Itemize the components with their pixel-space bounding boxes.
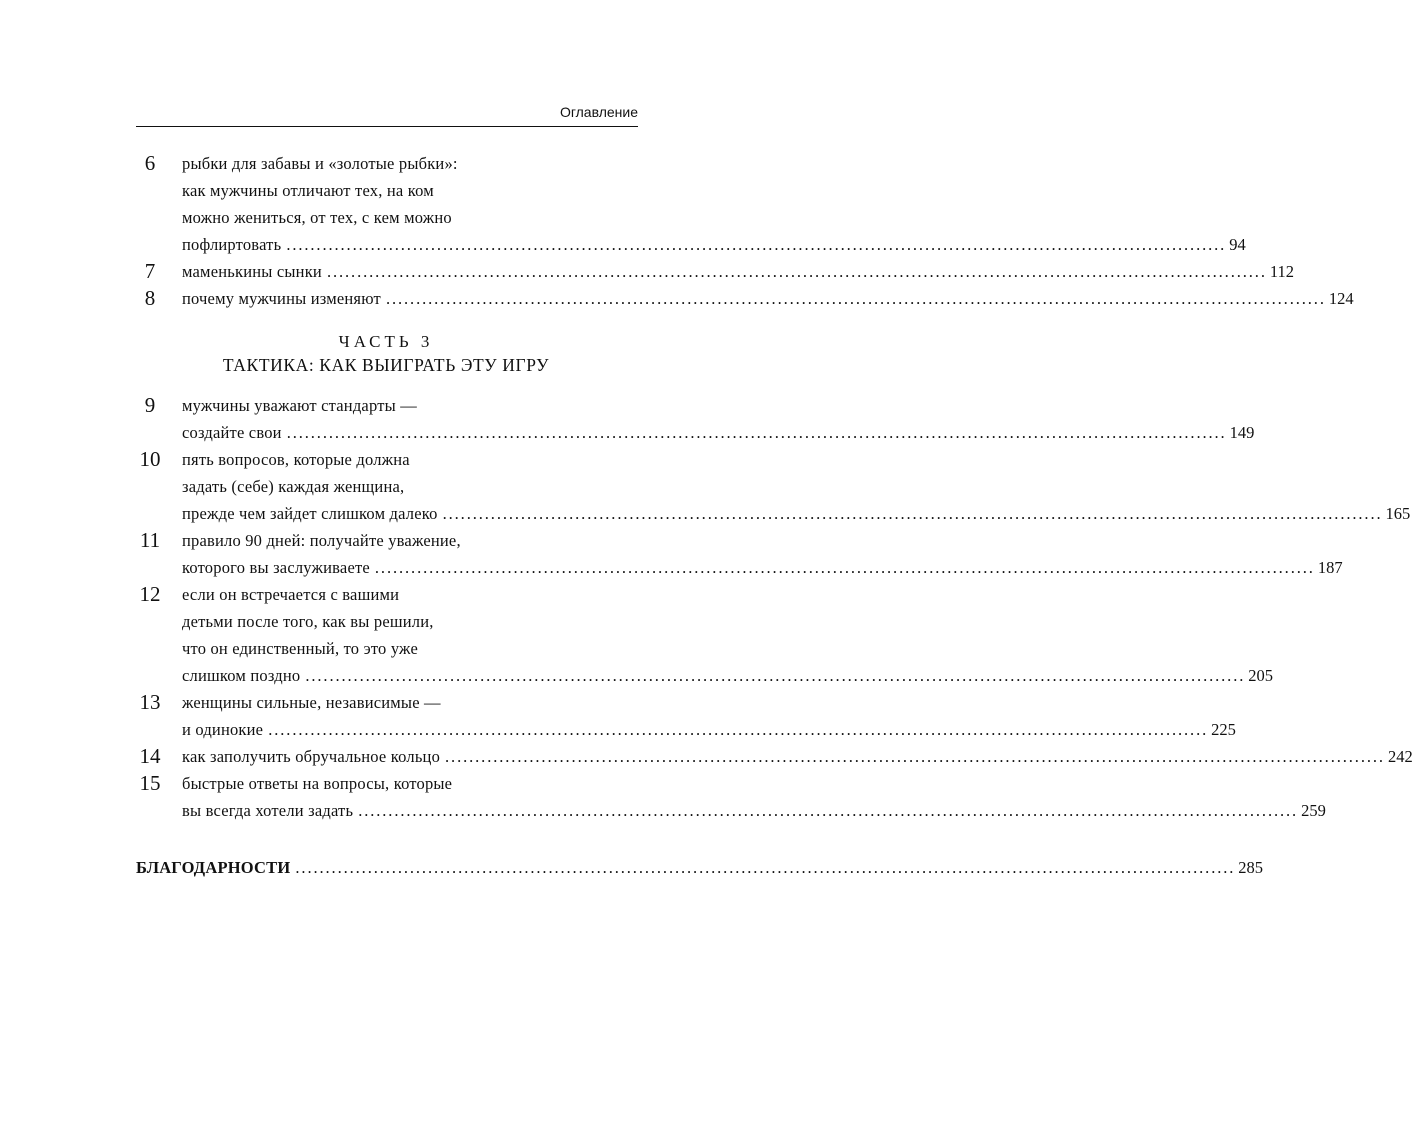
chapter-title-last-line	[182, 554, 1343, 581]
toc-entry-chapter-14[interactable]	[136, 743, 1413, 770]
chapter-title-last-line	[182, 716, 1236, 743]
chapter-number: 15	[139, 771, 161, 795]
page-number: 165	[1385, 504, 1411, 523]
chapter-title-line: прежде чем зайдет слишком далеко	[182, 504, 438, 523]
chapter-title-line: пять вопросов, которые должна	[182, 450, 410, 469]
page-number: 205	[1248, 666, 1274, 685]
chapter-number: 12	[139, 582, 161, 606]
header-title: Оглавление	[559, 104, 638, 120]
page-number: 112	[1269, 262, 1294, 281]
toc-entry-chapter-9[interactable]	[136, 392, 1255, 446]
page-number: 242	[1387, 747, 1413, 766]
chapter-group-part-2	[136, 150, 1354, 312]
dot-leader	[445, 743, 1385, 770]
chapter-title-line: как заполучить обручальное кольцо	[182, 747, 441, 766]
part-heading	[136, 330, 636, 378]
chapter-title-last-line	[182, 231, 1246, 258]
toc-entry-chapter-13[interactable]	[136, 689, 1236, 743]
section-spacer	[136, 824, 636, 854]
chapter-title-last-line	[182, 662, 1273, 689]
chapter-title-line: задать (себе) каждая женщина,	[182, 477, 405, 496]
toc-entry-acknowledgements[interactable]	[136, 854, 1264, 881]
toc-entry-chapter-6[interactable]	[136, 150, 1246, 258]
dot-leader	[386, 285, 1326, 312]
chapter-title	[182, 446, 1410, 527]
part-title: ТАКТИКА: КАК ВЫИГРАТЬ ЭТУ ИГРУ	[222, 355, 550, 375]
toc-entry-chapter-12[interactable]	[136, 581, 1274, 689]
chapter-number: 11	[139, 528, 161, 552]
page-number: 225	[1211, 720, 1236, 739]
toc-entry-chapter-10[interactable]	[136, 446, 1411, 527]
chapter-title-line: мужчины уважают стандарты —	[182, 396, 417, 415]
chapter-title	[182, 743, 1413, 770]
dot-leader	[327, 258, 1267, 285]
chapter-group-part-3	[136, 392, 1413, 824]
toc-entry-chapter-7[interactable]	[136, 258, 1294, 285]
chapter-title-line: женщины сильные, независимые —	[182, 693, 441, 712]
chapter-title-last-line	[182, 419, 1254, 446]
chapter-title-line: детьми после того, как вы решили,	[182, 612, 434, 631]
chapter-title-line: маменькины сынки	[182, 262, 322, 281]
chapter-number: 10	[139, 447, 161, 471]
dot-leader	[295, 854, 1235, 881]
dot-leader	[286, 231, 1226, 258]
page-number: 94	[1229, 235, 1246, 254]
toc-entry-chapter-8[interactable]	[136, 285, 1354, 312]
chapter-title-line: которого вы заслуживаете	[182, 558, 370, 577]
chapter-title	[182, 689, 1236, 743]
part-label: ЧАСТЬ 3	[338, 332, 434, 351]
dot-leader	[375, 554, 1315, 581]
dot-leader	[305, 662, 1245, 689]
chapter-title-line: пофлиртовать	[182, 235, 282, 254]
toc-entry-chapter-15[interactable]	[136, 770, 1326, 824]
chapter-title-line: рыбки для забавы и «золотые рыбки»:	[182, 154, 458, 173]
chapter-title-line: создайте свои	[182, 423, 282, 442]
chapter-title-line: почему мужчины изменяют	[182, 289, 381, 308]
chapter-title-last-line	[182, 285, 1354, 312]
page-number: 124	[1328, 289, 1354, 308]
acknowledgements-label: БЛАГОДАРНОСТИ	[136, 858, 291, 877]
chapter-title-line: можно жениться, от тех, с кем можно	[182, 208, 452, 227]
chapter-title	[182, 285, 1354, 312]
chapter-title-line: если он встречается с вашими	[182, 585, 400, 604]
chapter-title-last-line	[182, 743, 1413, 770]
dot-leader	[287, 419, 1227, 446]
chapter-number: 7	[144, 259, 156, 283]
chapter-title-line: быстрые ответы на вопросы, которые	[182, 774, 453, 793]
chapter-title-line: вы всегда хотели задать	[182, 801, 354, 820]
page-number: 259	[1301, 801, 1326, 820]
chapter-title	[182, 392, 1254, 446]
toc-entry-chapter-11[interactable]	[136, 527, 1343, 581]
running-header	[136, 104, 638, 127]
chapter-title-line: что он единственный, то это уже	[182, 639, 418, 658]
chapter-title-last-line	[182, 500, 1410, 527]
chapter-number: 6	[144, 151, 156, 175]
chapter-title	[182, 527, 1343, 581]
dot-leader	[268, 716, 1208, 743]
chapter-number: 14	[139, 744, 161, 768]
chapter-title	[182, 581, 1273, 689]
page-number: 149	[1229, 423, 1255, 442]
chapter-title-last-line	[182, 797, 1326, 824]
chapter-title	[182, 770, 1326, 824]
chapter-title-line: правило 90 дней: получайте уважение,	[182, 531, 461, 550]
chapter-title-line: слишком поздно	[182, 666, 301, 685]
dot-leader	[443, 500, 1383, 527]
dot-leader	[358, 797, 1298, 824]
chapter-title-last-line	[182, 258, 1294, 285]
chapter-number: 9	[144, 393, 156, 417]
chapter-title	[182, 150, 1246, 258]
chapter-number: 13	[139, 690, 161, 714]
chapter-title-line: и одинокие	[182, 720, 264, 739]
chapter-title-line: как мужчины отличают тех, на ком	[182, 181, 434, 200]
chapter-title	[182, 258, 1294, 285]
chapter-number: 8	[144, 286, 156, 310]
page-number: 285	[1238, 858, 1264, 877]
page-number: 187	[1317, 558, 1343, 577]
table-of-contents	[136, 150, 1413, 881]
